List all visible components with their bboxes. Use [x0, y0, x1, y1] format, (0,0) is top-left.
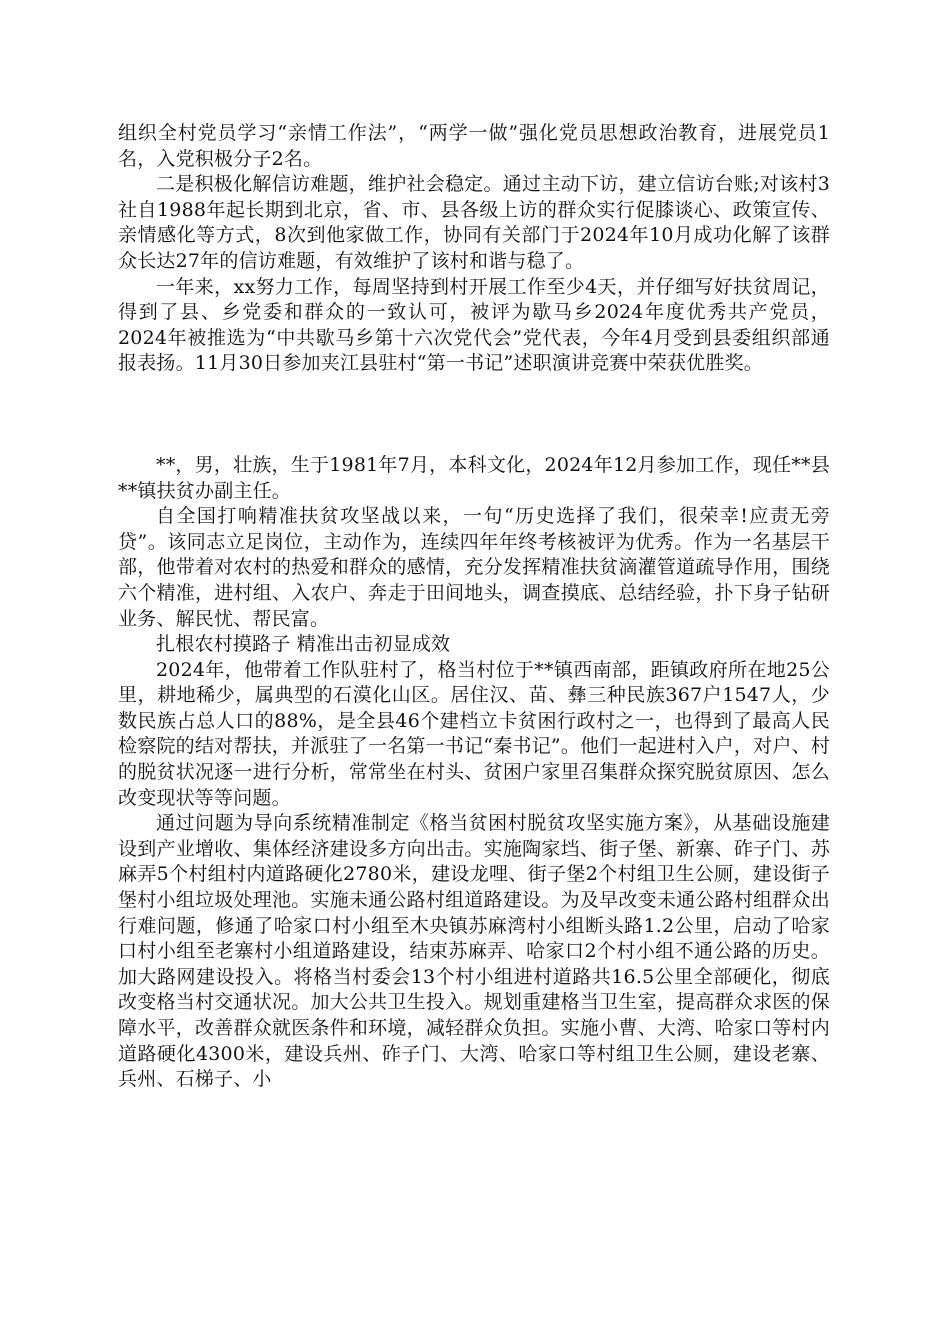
paragraph-annual-summary: 一年来，xx努力工作，每周坚持到村开展工作至少4天，并仔细写好扶贫周记，得到了县、乡党委和群众的一致认可，被评为歇马乡2024年度优秀共产党员，2024年被推选为“中共歇马乡第十六次党代会”党代表，今年4月受到县委组织部通报表扬。11月30日参加夹江县驻村“第一书记”述职演讲竞赛中荣获优胜奖。 [118, 275, 830, 375]
paragraph-village-background: 2024年，他带着工作队驻村了，格当村位于**镇西南部，距镇政府所在地25公里，耕地稀少，属典型的石漠化山区。居住汉、苗、彝三种民族367户1547人，少数民族占总人口的88%，是全县46个建档立卡贫困行政村之一，也得到了最高人民检察院的结对帮扶，并派驻了一名第一书记“秦书记”。他们一起进村入户，对户、村的脱贫状况逐一进行分析，常常坐在村头、贫困户家里召集群众探究脱贫原因、怎么改变现状等等问题。 [118, 658, 830, 809]
document-page [118, 121, 830, 1093]
section-poverty-office-profile [118, 453, 830, 1093]
section-heading: 扎根农村摸路子 精准出击初显成效 [156, 633, 451, 656]
paragraph-petition-resolution: 二是积极化解信访难题，维护社会稳定。通过主动下访，建立信访台账;对该村3社自1988年起长期到北京，省、市、县各级上访的群众实行促膝谈心、政策宣传、亲情感化等方式，8次到他家做工作，协同有关部门于2024年10月成功化解了该群众长达27年的信访难题，有效维护了该村和谐与稳了。 [118, 173, 830, 272]
paragraph-personal-info: **，男，壮族，生于1981年7月，本科文化，2024年12月参加工作，现任**县**镇扶贫办副主任。 [118, 453, 830, 502]
section-gap [118, 377, 830, 453]
paragraph-introduction: 自全国打响精准扶贫攻坚战以来，一句“历史选择了我们，很荣幸!应责无旁贷”。该同志立足岗位，主动作为，连续四年年终考核被评为优秀。作为一名基层干部，他带着对农村的热爱和群众的感情，充分发挥精准扶贫滴灌管道疏导作用，围绕六个精准，进村组、入农户、奔走于田间地头，调查摸底、总结经验，扑下身子钻研业务、解民忧、帮民富。 [118, 505, 830, 630]
paragraph-party-education: 组织全村党员学习“亲情工作法”，“两学一做”强化党员思想政治教育，进展党员1名，入党积极分子2名。 [118, 122, 830, 170]
section-first-secretary-report [118, 121, 830, 377]
paragraph-implementation-plan: 通过问题为导向系统精准制定《格当贫困村脱贫攻坚实施方案》，从基础设施建设到产业增收、集体经济建设多方向出击。实施陶家垱、街子堡、新寨、砟子门、苏麻弄5个村组村内道路硬化2780米，建设龙哩、街子堡2个村组卫生公厕，建设街子堡村小组垃圾处理池。实施未通公路村组道路建设。为及早改变未通公路村组群众出行难问题，修通了哈家口村小组至木央镇苏麻湾村小组断头路1.2公里，启动了哈家口村小组至老寨村小组道路建设，结束苏麻弄、哈家口2个村小组不通公路的历史。加大路网建设投入。将格当村委会13个村小组进村道路共16.5公里全部硬化，彻底改变格当村交通状况。加大公共卫生投入。规划重建格当卫生室，提高群众求医的保障水平，改善群众就医条件和环境，减轻群众负担。实施小曹、大湾、哈家口等村内道路硬化4300米，建设兵州、砟子门、大湾、哈家口等村组卫生公厕，建设老寨、兵州、石梯子、小 [118, 812, 830, 1091]
